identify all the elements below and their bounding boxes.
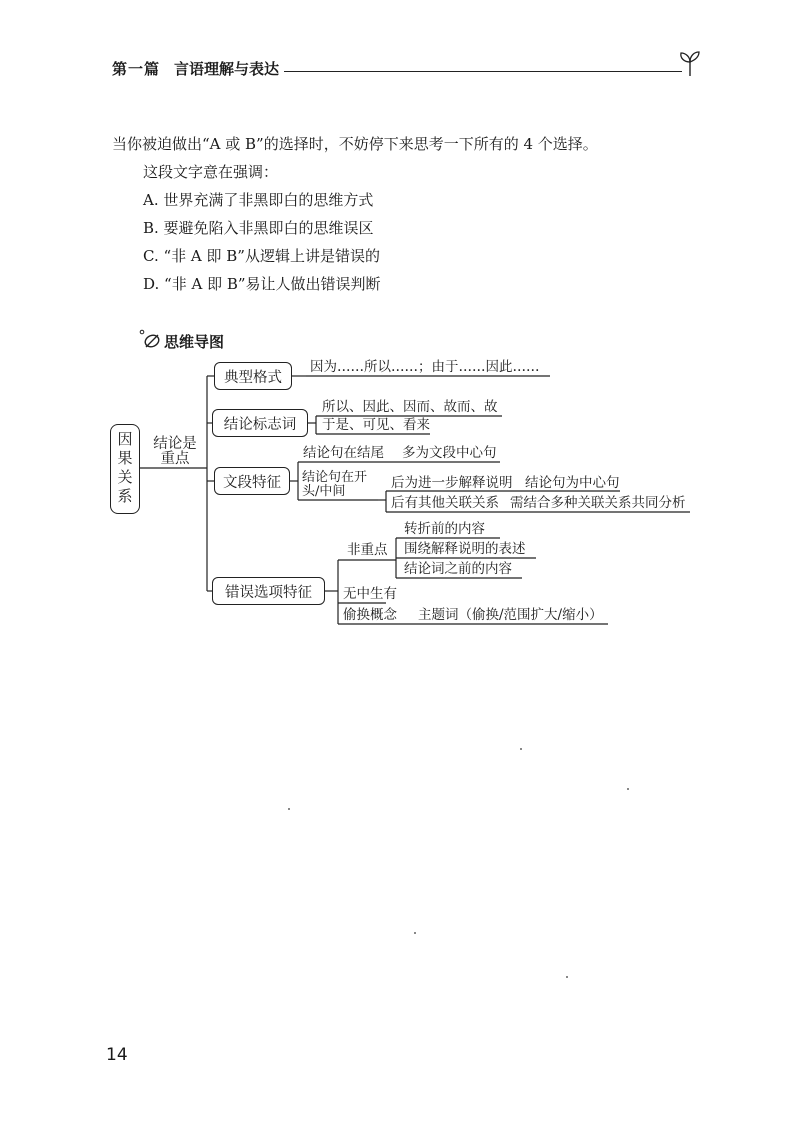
conclusion-word-item-1: 所以、因此、因而、故而、故	[322, 399, 498, 415]
non-key-item-1: 转折前的内容	[404, 521, 485, 537]
non-key-item-2: 围绕解释说明的表述	[404, 541, 526, 557]
scan-speck	[414, 932, 416, 934]
running-header	[112, 58, 702, 82]
option-a: A. 世界充满了非黑即白的思维方式	[143, 191, 374, 209]
scan-speck	[520, 748, 522, 750]
wrong-item-swap: 偷换概念	[343, 607, 397, 623]
branch-label-wrong-option-features: 错误选项特征	[225, 584, 312, 601]
passage-feature-end-note: 多为文段中心句	[402, 445, 497, 461]
option-b: B. 要避免陷入非黑即白的思维误区	[143, 219, 374, 237]
branch-label-passage-features: 文段特征	[223, 474, 281, 491]
branch-box-wrong-option-features	[212, 577, 325, 605]
page-number: 14	[106, 1045, 128, 1065]
scan-speck	[566, 976, 568, 978]
passage-sub-other-note: 需结合多种关联关系共同分析	[510, 495, 686, 511]
wrong-item-fabricated: 无中生有	[343, 586, 397, 602]
scan-speck	[627, 788, 629, 790]
question-prompt: 这段文字意在强调：	[143, 163, 279, 181]
non-key-label: 非重点	[347, 542, 388, 558]
section-title: 言语理解与表达	[174, 60, 280, 78]
non-key-item-3: 结论词之前的内容	[404, 561, 512, 577]
typical-format-item: 因为……所以……；由于……因此……	[310, 359, 540, 375]
chapter-label: 第一篇	[112, 60, 161, 78]
branch-label-conclusion-words: 结论标志词	[223, 416, 297, 433]
branch-box-typical-format	[214, 362, 292, 390]
conclusion-word-item-2: 于是、可见、看来	[322, 417, 430, 433]
wrong-item-swap-detail: 主题词（偷换/范围扩大/缩小）	[418, 607, 603, 623]
mindmap-root-label: 因果关系	[117, 430, 133, 505]
scan-speck	[288, 808, 290, 810]
sprout-icon	[676, 50, 704, 78]
branch-box-passage-features	[214, 467, 290, 495]
option-c: C. “非 A 即 B”从逻辑上讲是错误的	[143, 247, 380, 265]
option-d: D. “非 A 即 B”易让人做出错误判断	[143, 275, 381, 293]
passage-sub-other: 后有其他关联关系	[391, 495, 499, 511]
passage-sub-explain: 后为进一步解释说明	[391, 475, 513, 491]
passage-feature-end: 结论句在结尾	[303, 445, 384, 461]
question-text-tail: 当你被迫做出“A 或 B”的选择时，不妨停下来思考一下所有的 4 个选择。	[112, 135, 598, 153]
mindmap-title-icon	[139, 328, 161, 350]
branch-box-conclusion-words	[212, 409, 308, 437]
mindmap-title: 思维导图	[164, 333, 225, 351]
passage-sub-explain-note: 结论句为中心句	[525, 475, 620, 491]
mindmap-hub-label: 结论是重点	[153, 436, 197, 467]
branch-label-typical-format: 典型格式	[224, 369, 282, 386]
header-rule	[284, 71, 682, 72]
passage-feature-middle: 结论句在开头/中间	[302, 470, 368, 499]
